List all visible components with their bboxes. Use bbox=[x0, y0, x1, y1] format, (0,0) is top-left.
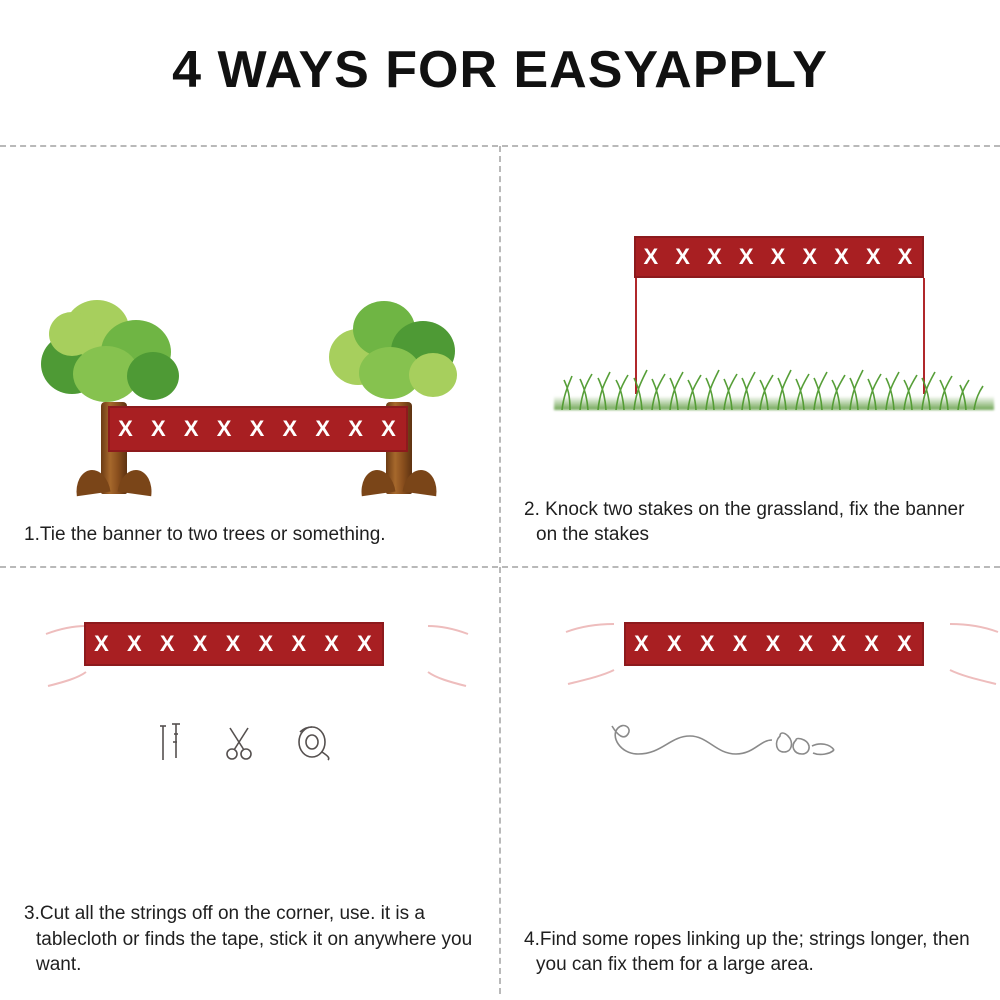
panel-3 bbox=[0, 570, 500, 1000]
banner-mark: X bbox=[192, 631, 210, 656]
tree-foliage bbox=[39, 294, 189, 424]
panel-2-caption: 2. Knock two stakes on the grassland, fix the banner on the stakes bbox=[524, 498, 965, 546]
grass-blades-icon bbox=[554, 360, 994, 410]
panel-1-caption: 1.Tie the banner to two trees or something. bbox=[24, 524, 386, 546]
banner-graphic bbox=[634, 236, 924, 278]
banner-mark: X bbox=[634, 631, 651, 656]
rope-icon bbox=[604, 710, 904, 780]
banner-mark: X bbox=[643, 244, 661, 269]
banner-mark: X bbox=[291, 631, 309, 656]
banner-mark: X bbox=[834, 244, 851, 269]
rope-graphic bbox=[604, 710, 904, 780]
banner-mark: X bbox=[282, 416, 300, 442]
tools-icons bbox=[144, 720, 384, 780]
panel-4-caption: 4.Find some ropes linking up the; strings longer, then you can fix them for a large area. bbox=[524, 928, 970, 976]
banner-mark: X bbox=[324, 631, 341, 656]
nails-icon bbox=[160, 724, 180, 760]
banner-mark: X bbox=[357, 631, 374, 656]
panel-4 bbox=[500, 570, 1000, 1000]
page-title: 4 WAYS FOR EASYAPPLY bbox=[172, 41, 828, 99]
grass-graphic bbox=[554, 360, 994, 410]
panel-3-illustration bbox=[24, 580, 476, 901]
banner-mark: X bbox=[225, 631, 243, 656]
banner-graphic bbox=[84, 622, 384, 666]
banner-mark: X bbox=[216, 416, 234, 442]
panel-2 bbox=[500, 140, 1000, 570]
banner-mark: X bbox=[159, 631, 177, 656]
banner-mark: X bbox=[258, 631, 276, 656]
tools-row bbox=[144, 720, 384, 780]
tree-right-icon bbox=[324, 294, 474, 494]
panel-2-illustration bbox=[524, 150, 976, 497]
banner-mark: X bbox=[183, 416, 201, 442]
banner-mark: X bbox=[798, 631, 816, 656]
banner-mark: X bbox=[94, 631, 111, 656]
panel-3-caption: 3.Cut all the strings off on the corner, use. it is a tablecloth or finds the tape, stick it on anywhere you want. bbox=[24, 903, 473, 976]
banner-mark: X bbox=[897, 244, 915, 269]
banner-mark: X bbox=[666, 631, 684, 656]
panel-1-illustration bbox=[24, 150, 476, 522]
banner-mark: X bbox=[150, 416, 168, 442]
banner-mark: X bbox=[732, 631, 750, 656]
banner-mark: X bbox=[315, 416, 333, 442]
banner-mark: X bbox=[381, 416, 398, 442]
banner-mark: X bbox=[707, 244, 724, 269]
banner-mark: X bbox=[249, 416, 267, 442]
banner-graphic bbox=[108, 406, 408, 452]
banner-mark: X bbox=[118, 416, 135, 442]
banner-mark: X bbox=[675, 244, 692, 269]
banner-mark: X bbox=[831, 631, 849, 656]
tree-left-icon bbox=[34, 294, 194, 494]
tape-roll-icon bbox=[299, 727, 329, 760]
banner-mark: X bbox=[864, 631, 881, 656]
scissors-icon bbox=[227, 728, 251, 759]
banner-mark: X bbox=[897, 631, 914, 656]
panel-1 bbox=[0, 140, 500, 570]
banner-mark: X bbox=[738, 244, 756, 269]
panel-grid bbox=[0, 140, 1000, 1000]
title-area bbox=[0, 0, 1000, 140]
banner-mark: X bbox=[126, 631, 144, 656]
banner-mark: X bbox=[802, 244, 820, 269]
banner-mark: X bbox=[865, 244, 883, 269]
banner-mark: X bbox=[765, 631, 783, 656]
banner-mark: X bbox=[770, 244, 788, 269]
banner-graphic bbox=[624, 622, 924, 666]
banner-mark: X bbox=[348, 416, 365, 442]
banner-mark: X bbox=[699, 631, 717, 656]
panel-4-illustration bbox=[524, 580, 976, 927]
